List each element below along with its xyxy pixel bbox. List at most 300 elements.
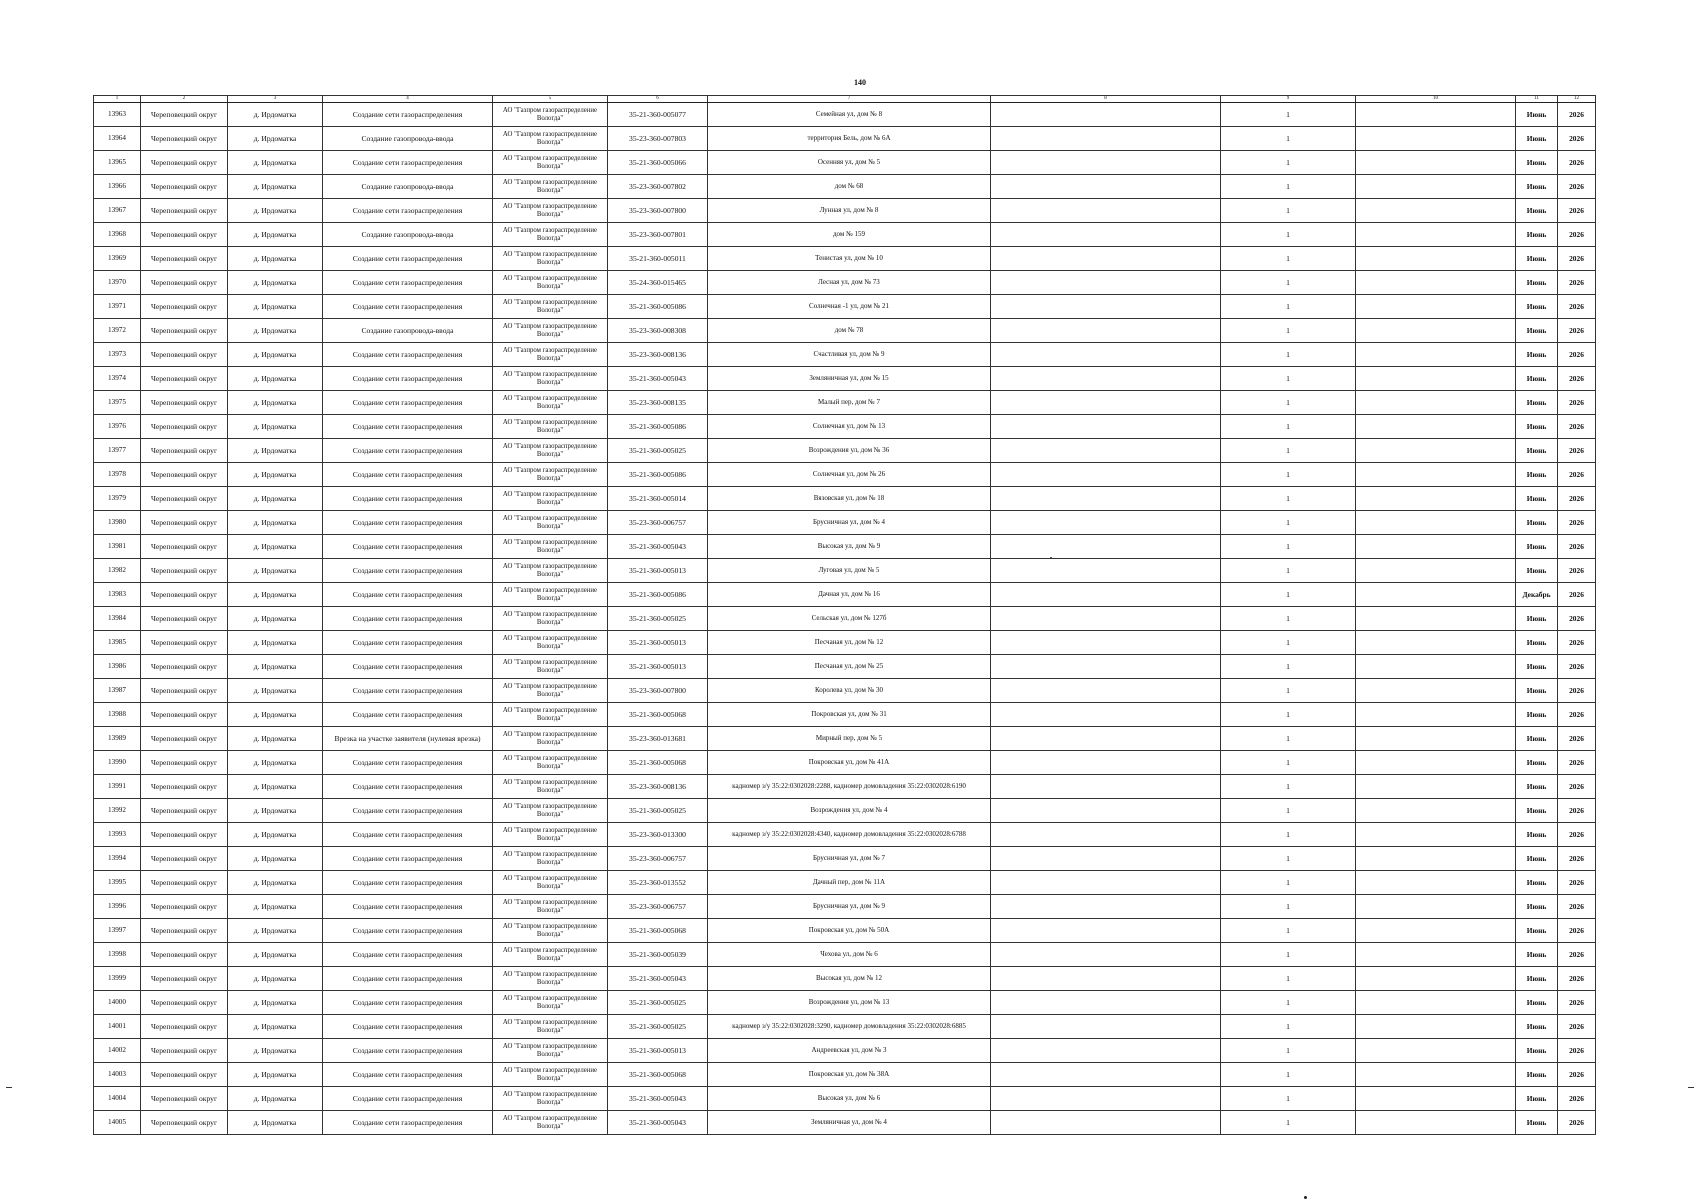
table-row (94, 775, 1596, 799)
district-cell: Череповецкий округ (141, 607, 228, 631)
quantity-cell: 1 (1221, 271, 1356, 295)
empty-cell (991, 1015, 1221, 1039)
row-number-cell: 13964 (94, 127, 141, 151)
table-row (94, 487, 1596, 511)
row-number-cell: 13997 (94, 919, 141, 943)
settlement-cell: д. Ирдоматка (228, 751, 323, 775)
month-cell: Июнь (1516, 655, 1558, 679)
address-cell: кадномер з/у 35:22:0302028:2288, кадномер домовладения 35:22:0302028:6190 (708, 775, 991, 799)
table-row (94, 223, 1596, 247)
organization-cell: АО "Газпром газораспределение Вологда" (493, 1111, 608, 1135)
empty-cell (1356, 775, 1516, 799)
row-number-cell: 13998 (94, 943, 141, 967)
address-cell: Высокая ул, дом № 12 (708, 967, 991, 991)
table-row (94, 847, 1596, 871)
settlement-cell: д. Ирдоматка (228, 1087, 323, 1111)
address-cell: Андреевская ул, дом № 3 (708, 1039, 991, 1063)
activity-cell: Создание сети газораспределения (323, 823, 493, 847)
quantity-cell: 1 (1221, 919, 1356, 943)
address-cell: Осенняя ул, дом № 5 (708, 151, 991, 175)
month-cell: Июнь (1516, 1111, 1558, 1135)
empty-cell (991, 799, 1221, 823)
activity-cell: Создание сети газораспределения (323, 775, 493, 799)
table-row (94, 175, 1596, 199)
settlement-cell: д. Ирдоматка (228, 295, 323, 319)
organization-cell: АО "Газпром газораспределение Вологда" (493, 343, 608, 367)
table-row (94, 1087, 1596, 1111)
table-row (94, 655, 1596, 679)
settlement-cell: д. Ирдоматка (228, 823, 323, 847)
organization-cell: АО "Газпром газораспределение Вологда" (493, 367, 608, 391)
row-number-cell: 13966 (94, 175, 141, 199)
empty-cell (991, 655, 1221, 679)
empty-cell (1356, 559, 1516, 583)
empty-cell (1356, 1087, 1516, 1111)
month-cell: Июнь (1516, 175, 1558, 199)
activity-cell: Создание сети газораспределения (323, 391, 493, 415)
year-cell: 2026 (1558, 751, 1596, 775)
district-cell: Череповецкий округ (141, 631, 228, 655)
activity-cell: Создание сети газораспределения (323, 943, 493, 967)
empty-cell (1356, 895, 1516, 919)
district-cell: Череповецкий округ (141, 343, 228, 367)
address-cell: Покровская ул, дом № 38А (708, 1063, 991, 1087)
empty-cell (1356, 343, 1516, 367)
empty-cell (1356, 247, 1516, 271)
empty-cell (991, 1063, 1221, 1087)
month-cell: Июнь (1516, 559, 1558, 583)
year-cell: 2026 (1558, 415, 1596, 439)
address-cell: Земляничная ул, дом № 15 (708, 367, 991, 391)
row-number-cell: 13992 (94, 799, 141, 823)
address-cell: Лесная ул, дом № 73 (708, 271, 991, 295)
organization-cell: АО "Газпром газораспределение Вологда" (493, 847, 608, 871)
empty-cell (1356, 631, 1516, 655)
object-code-cell: 35-21-360-005068 (608, 919, 708, 943)
column-number-row (94, 96, 1596, 103)
month-cell: Июнь (1516, 703, 1558, 727)
address-cell: кадномер з/у 35:22:0302028:4340, кадномер домовладения 35:22:0302028:6788 (708, 823, 991, 847)
settlement-cell: д. Ирдоматка (228, 967, 323, 991)
settlement-cell: д. Ирдоматка (228, 871, 323, 895)
month-cell: Июнь (1516, 799, 1558, 823)
quantity-cell: 1 (1221, 1087, 1356, 1111)
object-code-cell: 35-21-360-005068 (608, 751, 708, 775)
year-cell: 2026 (1558, 991, 1596, 1015)
settlement-cell: д. Ирдоматка (228, 895, 323, 919)
column-number-header: 7 (708, 96, 991, 103)
quantity-cell: 1 (1221, 535, 1356, 559)
month-cell: Декабрь (1516, 583, 1558, 607)
quantity-cell: 1 (1221, 631, 1356, 655)
empty-cell (991, 1039, 1221, 1063)
address-cell: кадномер з/у 35:22:0302028:3290, кадномер домовладения 35:22:0302028:6885 (708, 1015, 991, 1039)
row-number-cell: 13973 (94, 343, 141, 367)
activity-cell: Создание сети газораспределения (323, 1087, 493, 1111)
month-cell: Июнь (1516, 535, 1558, 559)
district-cell: Череповецкий округ (141, 391, 228, 415)
month-cell: Июнь (1516, 679, 1558, 703)
year-cell: 2026 (1558, 319, 1596, 343)
empty-cell (991, 631, 1221, 655)
table-row (94, 895, 1596, 919)
empty-cell (991, 295, 1221, 319)
quantity-cell: 1 (1221, 151, 1356, 175)
year-cell: 2026 (1558, 847, 1596, 871)
empty-cell (991, 991, 1221, 1015)
settlement-cell: д. Ирдоматка (228, 559, 323, 583)
organization-cell: АО "Газпром газораспределение Вологда" (493, 871, 608, 895)
empty-cell (991, 967, 1221, 991)
district-cell: Череповецкий округ (141, 1111, 228, 1135)
activity-cell: Создание сети газораспределения (323, 751, 493, 775)
activity-cell: Создание сети газораспределения (323, 1039, 493, 1063)
table-row (94, 1039, 1596, 1063)
table-row (94, 511, 1596, 535)
row-number-cell: 13963 (94, 103, 141, 127)
empty-cell (991, 1087, 1221, 1111)
month-cell: Июнь (1516, 1015, 1558, 1039)
quantity-cell: 1 (1221, 751, 1356, 775)
empty-cell (1356, 223, 1516, 247)
district-cell: Череповецкий округ (141, 463, 228, 487)
month-cell: Июнь (1516, 247, 1558, 271)
address-cell: Возрождения ул, дом № 4 (708, 799, 991, 823)
month-cell: Июнь (1516, 151, 1558, 175)
district-cell: Череповецкий округ (141, 151, 228, 175)
organization-cell: АО "Газпром газораспределение Вологда" (493, 199, 608, 223)
scan-speck (1304, 1196, 1307, 1199)
empty-cell (1356, 1039, 1516, 1063)
table-row (94, 919, 1596, 943)
empty-cell (1356, 751, 1516, 775)
quantity-cell: 1 (1221, 367, 1356, 391)
object-code-cell: 35-21-360-005043 (608, 1087, 708, 1111)
organization-cell: АО "Газпром газораспределение Вологда" (493, 271, 608, 295)
empty-cell (1356, 583, 1516, 607)
organization-cell: АО "Газпром газораспределение Вологда" (493, 823, 608, 847)
object-code-cell: 35-21-360-005025 (608, 991, 708, 1015)
settlement-cell: д. Ирдоматка (228, 727, 323, 751)
year-cell: 2026 (1558, 367, 1596, 391)
year-cell: 2026 (1558, 199, 1596, 223)
address-cell: дом № 68 (708, 175, 991, 199)
activity-cell: Создание сети газораспределения (323, 247, 493, 271)
month-cell: Июнь (1516, 967, 1558, 991)
table-row (94, 103, 1596, 127)
year-cell: 2026 (1558, 1111, 1596, 1135)
row-number-cell: 14002 (94, 1039, 141, 1063)
quantity-cell: 1 (1221, 559, 1356, 583)
year-cell: 2026 (1558, 631, 1596, 655)
row-number-cell: 13968 (94, 223, 141, 247)
row-number-cell: 13979 (94, 487, 141, 511)
year-cell: 2026 (1558, 1063, 1596, 1087)
row-number-cell: 13990 (94, 751, 141, 775)
object-code-cell: 35-21-360-005013 (608, 631, 708, 655)
empty-cell (1356, 103, 1516, 127)
district-cell: Череповецкий округ (141, 559, 228, 583)
activity-cell: Создание сети газораспределения (323, 103, 493, 127)
quantity-cell: 1 (1221, 607, 1356, 631)
column-number-header: 1 (94, 96, 141, 103)
column-number-header: 12 (1558, 96, 1596, 103)
row-number-cell: 13995 (94, 871, 141, 895)
district-cell: Череповецкий округ (141, 1087, 228, 1111)
activity-cell: Создание сети газораспределения (323, 631, 493, 655)
district-cell: Череповецкий округ (141, 583, 228, 607)
activity-cell: Создание сети газораспределения (323, 511, 493, 535)
year-cell: 2026 (1558, 679, 1596, 703)
activity-cell: Создание сети газораспределения (323, 799, 493, 823)
year-cell: 2026 (1558, 655, 1596, 679)
table-row (94, 127, 1596, 151)
register-body (94, 103, 1596, 1135)
address-cell: Солнечная ул, дом № 13 (708, 415, 991, 439)
empty-cell (991, 391, 1221, 415)
table-row (94, 463, 1596, 487)
quantity-cell: 1 (1221, 343, 1356, 367)
table-row (94, 943, 1596, 967)
district-cell: Череповецкий округ (141, 223, 228, 247)
activity-cell: Создание сети газораспределения (323, 487, 493, 511)
row-number-cell: 13996 (94, 895, 141, 919)
year-cell: 2026 (1558, 823, 1596, 847)
object-code-cell: 35-23-360-007801 (608, 223, 708, 247)
activity-cell: Создание сети газораспределения (323, 415, 493, 439)
settlement-cell: д. Ирдоматка (228, 535, 323, 559)
empty-cell (1356, 271, 1516, 295)
settlement-cell: д. Ирдоматка (228, 607, 323, 631)
quantity-cell: 1 (1221, 703, 1356, 727)
empty-cell (991, 247, 1221, 271)
row-number-cell: 13980 (94, 511, 141, 535)
object-code-cell: 35-21-360-005014 (608, 487, 708, 511)
empty-cell (1356, 871, 1516, 895)
empty-cell (1356, 439, 1516, 463)
month-cell: Июнь (1516, 1063, 1558, 1087)
district-cell: Череповецкий округ (141, 1039, 228, 1063)
empty-cell (1356, 703, 1516, 727)
month-cell: Июнь (1516, 271, 1558, 295)
object-code-cell: 35-21-360-005043 (608, 535, 708, 559)
empty-cell (991, 823, 1221, 847)
object-code-cell: 35-21-360-005043 (608, 1111, 708, 1135)
district-cell: Череповецкий округ (141, 1063, 228, 1087)
table-row (94, 319, 1596, 343)
year-cell: 2026 (1558, 463, 1596, 487)
empty-cell (991, 175, 1221, 199)
empty-cell (991, 679, 1221, 703)
activity-cell: Создание сети газораспределения (323, 871, 493, 895)
activity-cell: Создание сети газораспределения (323, 1015, 493, 1039)
month-cell: Июнь (1516, 463, 1558, 487)
empty-cell (991, 367, 1221, 391)
organization-cell: АО "Газпром газораспределение Вологда" (493, 895, 608, 919)
quantity-cell: 1 (1221, 247, 1356, 271)
year-cell: 2026 (1558, 1087, 1596, 1111)
row-number-cell: 13975 (94, 391, 141, 415)
table-row (94, 535, 1596, 559)
settlement-cell: д. Ирдоматка (228, 799, 323, 823)
empty-cell (1356, 967, 1516, 991)
district-cell: Череповецкий округ (141, 271, 228, 295)
year-cell: 2026 (1558, 895, 1596, 919)
year-cell: 2026 (1558, 391, 1596, 415)
settlement-cell: д. Ирдоматка (228, 487, 323, 511)
empty-cell (1356, 727, 1516, 751)
address-cell: Брусничная ул, дом № 7 (708, 847, 991, 871)
row-number-cell: 13984 (94, 607, 141, 631)
quantity-cell: 1 (1221, 1111, 1356, 1135)
month-cell: Июнь (1516, 727, 1558, 751)
address-cell: Высокая ул, дом № 9 (708, 535, 991, 559)
object-code-cell: 35-21-360-005025 (608, 1015, 708, 1039)
district-cell: Череповецкий округ (141, 919, 228, 943)
address-cell: Вязовская ул, дом № 18 (708, 487, 991, 511)
table-row (94, 415, 1596, 439)
year-cell: 2026 (1558, 175, 1596, 199)
empty-cell (991, 103, 1221, 127)
activity-cell: Создание газопровода-ввода (323, 175, 493, 199)
quantity-cell: 1 (1221, 679, 1356, 703)
organization-cell: АО "Газпром газораспределение Вологда" (493, 487, 608, 511)
address-cell: Возрождения ул, дом № 13 (708, 991, 991, 1015)
settlement-cell: д. Ирдоматка (228, 631, 323, 655)
address-cell: Высокая ул, дом № 6 (708, 1087, 991, 1111)
organization-cell: АО "Газпром газораспределение Вологда" (493, 295, 608, 319)
address-cell: Семейная ул, дом № 8 (708, 103, 991, 127)
row-number-cell: 13972 (94, 319, 141, 343)
object-code-cell: 35-21-360-005068 (608, 703, 708, 727)
settlement-cell: д. Ирдоматка (228, 127, 323, 151)
organization-cell: АО "Газпром газораспределение Вологда" (493, 991, 608, 1015)
empty-cell (991, 223, 1221, 247)
settlement-cell: д. Ирдоматка (228, 151, 323, 175)
empty-cell (991, 511, 1221, 535)
settlement-cell: д. Ирдоматка (228, 271, 323, 295)
activity-cell: Создание сети газораспределения (323, 535, 493, 559)
month-cell: Июнь (1516, 223, 1558, 247)
month-cell: Июнь (1516, 871, 1558, 895)
object-code-cell: 35-23-360-006757 (608, 895, 708, 919)
month-cell: Июнь (1516, 127, 1558, 151)
table-row (94, 247, 1596, 271)
quantity-cell: 1 (1221, 583, 1356, 607)
register-table (93, 95, 1596, 1135)
month-cell: Июнь (1516, 487, 1558, 511)
object-code-cell: 35-23-360-007803 (608, 127, 708, 151)
table-row (94, 559, 1596, 583)
settlement-cell: д. Ирдоматка (228, 1111, 323, 1135)
table-row (94, 151, 1596, 175)
table-row (94, 871, 1596, 895)
year-cell: 2026 (1558, 559, 1596, 583)
quantity-cell: 1 (1221, 799, 1356, 823)
quantity-cell: 1 (1221, 775, 1356, 799)
table-row (94, 367, 1596, 391)
activity-cell: Создание сети газораспределения (323, 655, 493, 679)
quantity-cell: 1 (1221, 655, 1356, 679)
quantity-cell: 1 (1221, 967, 1356, 991)
month-cell: Июнь (1516, 751, 1558, 775)
empty-cell (991, 895, 1221, 919)
object-code-cell: 35-21-360-005086 (608, 463, 708, 487)
year-cell: 2026 (1558, 439, 1596, 463)
year-cell: 2026 (1558, 103, 1596, 127)
object-code-cell: 35-21-360-005068 (608, 1063, 708, 1087)
settlement-cell: д. Ирдоматка (228, 1015, 323, 1039)
activity-cell: Создание сети газораспределения (323, 271, 493, 295)
district-cell: Череповецкий округ (141, 103, 228, 127)
empty-cell (1356, 823, 1516, 847)
row-number-cell: 13987 (94, 679, 141, 703)
month-cell: Июнь (1516, 511, 1558, 535)
month-cell: Июнь (1516, 415, 1558, 439)
district-cell: Череповецкий округ (141, 895, 228, 919)
empty-cell (1356, 847, 1516, 871)
address-cell: Солнечная -1 ул, дом № 21 (708, 295, 991, 319)
year-cell: 2026 (1558, 343, 1596, 367)
activity-cell: Создание газопровода-ввода (323, 127, 493, 151)
object-code-cell: 35-21-360-005025 (608, 439, 708, 463)
empty-cell (1356, 151, 1516, 175)
activity-cell: Создание сети газораспределения (323, 967, 493, 991)
object-code-cell: 35-21-360-005043 (608, 367, 708, 391)
district-cell: Череповецкий округ (141, 847, 228, 871)
organization-cell: АО "Газпром газораспределение Вологда" (493, 511, 608, 535)
empty-cell (991, 127, 1221, 151)
activity-cell: Создание сети газораспределения (323, 1111, 493, 1135)
address-cell: Возрождения ул, дом № 36 (708, 439, 991, 463)
row-number-cell: 14005 (94, 1111, 141, 1135)
object-code-cell: 35-23-360-008136 (608, 343, 708, 367)
year-cell: 2026 (1558, 799, 1596, 823)
settlement-cell: д. Ирдоматка (228, 415, 323, 439)
empty-cell (991, 319, 1221, 343)
organization-cell: АО "Газпром газораспределение Вологда" (493, 559, 608, 583)
organization-cell: АО "Газпром газораспределение Вологда" (493, 535, 608, 559)
address-cell: Сельская ул, дом № 127б (708, 607, 991, 631)
month-cell: Июнь (1516, 439, 1558, 463)
object-code-cell: 35-21-360-005039 (608, 943, 708, 967)
organization-cell: АО "Газпром газораспределение Вологда" (493, 655, 608, 679)
settlement-cell: д. Ирдоматка (228, 655, 323, 679)
organization-cell: АО "Газпром газораспределение Вологда" (493, 1039, 608, 1063)
month-cell: Июнь (1516, 319, 1558, 343)
year-cell: 2026 (1558, 943, 1596, 967)
table-row (94, 751, 1596, 775)
object-code-cell: 35-24-360-015465 (608, 271, 708, 295)
row-number-cell: 13986 (94, 655, 141, 679)
year-cell: 2026 (1558, 967, 1596, 991)
settlement-cell: д. Ирдоматка (228, 367, 323, 391)
year-cell: 2026 (1558, 919, 1596, 943)
row-number-cell: 13969 (94, 247, 141, 271)
organization-cell: АО "Газпром газораспределение Вологда" (493, 175, 608, 199)
table-row (94, 583, 1596, 607)
organization-cell: АО "Газпром газораспределение Вологда" (493, 223, 608, 247)
district-cell: Череповецкий округ (141, 247, 228, 271)
month-cell: Июнь (1516, 919, 1558, 943)
row-number-cell: 14000 (94, 991, 141, 1015)
empty-cell (1356, 511, 1516, 535)
table-row (94, 439, 1596, 463)
empty-cell (991, 415, 1221, 439)
empty-cell (991, 727, 1221, 751)
object-code-cell: 35-21-360-005011 (608, 247, 708, 271)
organization-cell: АО "Газпром газораспределение Вологда" (493, 679, 608, 703)
